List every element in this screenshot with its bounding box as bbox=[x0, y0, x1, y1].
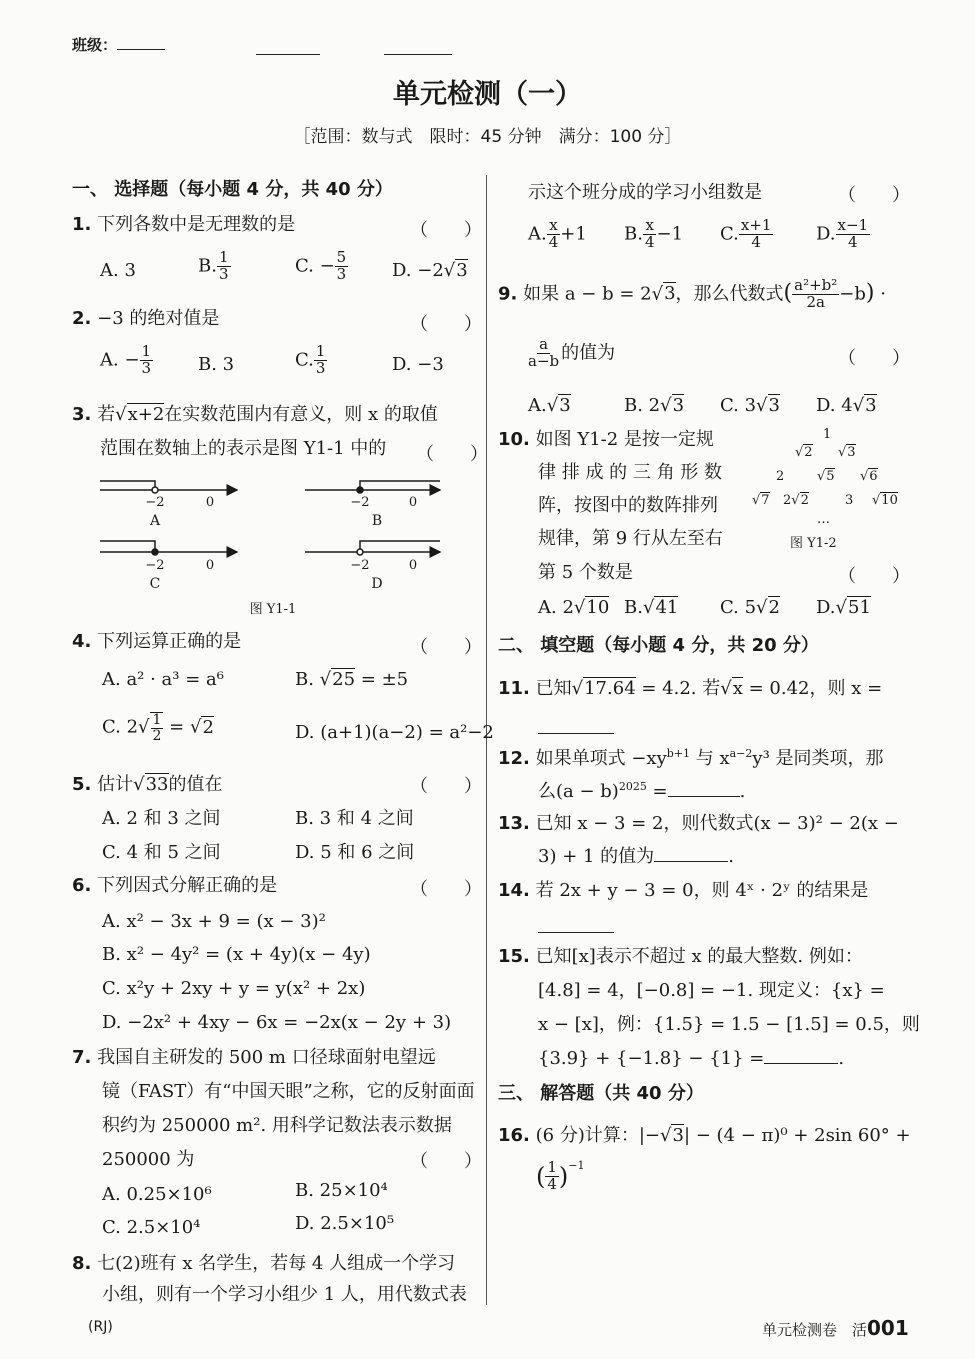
tick-label: −2 bbox=[350, 558, 370, 573]
tick-label: −2 bbox=[145, 495, 165, 510]
q2-option-d: D. −3 bbox=[392, 354, 444, 375]
footer-page: 单元检测卷 活001 bbox=[762, 1316, 909, 1340]
q2-option-b: B. 3 bbox=[198, 354, 235, 375]
question-9-line2: $\frac{a}{a-b}$ 的值为 bbox=[528, 335, 616, 370]
q10-option-c: C. 5√2 bbox=[720, 597, 780, 618]
question-10-line2: 律 排 成 的 三 角 形 数 bbox=[538, 462, 723, 483]
q4-option-c: C. 2√ $\frac{1}{2}$ = √2 bbox=[102, 712, 214, 744]
q10-option-a: A. 2√10 bbox=[538, 597, 610, 618]
figure-caption: 图 Y1-1 bbox=[249, 602, 297, 615]
q6-option-b: B. x² − 4y² = (x + 4y)(x − 4y) bbox=[102, 944, 371, 965]
tick-label: −2 bbox=[350, 495, 370, 510]
question-15-line3: x − [x]，例：{1.5} = 1.5 − [1.5] = 0.5，则 bbox=[538, 1014, 920, 1035]
question-10-line4: 规律，第 9 行从左至右 bbox=[538, 528, 723, 549]
q8-option-a: A. $\frac{x}{4}$ +1 bbox=[528, 216, 587, 251]
tick-label: 0 bbox=[408, 495, 418, 510]
question-15: 15. 已知[x]表示不超过 x 的最大整数. 例如： bbox=[498, 946, 863, 967]
question-4: 4. 下列运算正确的是 bbox=[72, 631, 242, 652]
answer-paren: （ ） bbox=[416, 444, 488, 465]
question-10-line5: 第 5 个数是 bbox=[538, 562, 633, 583]
q9-option-d: D. 4√3 bbox=[816, 395, 877, 416]
section-choice: 一、 选择题（每小题 4 分，共 40 分） bbox=[72, 179, 393, 200]
question-8-line2: 小组，则有一个学习小组少 1 人，用代数式表 bbox=[102, 1284, 467, 1305]
q10-option-b: B.√41 bbox=[624, 597, 679, 618]
q8-option-b: B. $\frac{x}{4}$ −1 bbox=[624, 216, 684, 251]
answer-paren: （ ） bbox=[410, 637, 482, 658]
answer-paren: （ ） bbox=[410, 879, 482, 900]
question-6: 6. 下列因式分解正确的是 bbox=[72, 875, 278, 896]
q10-option-d: D.√51 bbox=[816, 597, 871, 618]
question-13-line2: 3) + 1 的值为 . bbox=[538, 846, 734, 867]
q4-option-b: B. √25 = ±5 bbox=[295, 669, 409, 690]
q6-option-d: D. −2x² + 4xy − 6x = −2x(x − 2y + 3) bbox=[102, 1012, 452, 1033]
q4-option-a: A. a² · a³ = a⁶ bbox=[102, 669, 224, 690]
figure-label-d: D bbox=[371, 576, 383, 592]
q9-option-a: A.√3 bbox=[528, 395, 571, 416]
question-8: 8. 七(2)班有 x 名学生，若每 4 人组成一个学习 bbox=[72, 1253, 456, 1274]
q5-option-c: C. 4 和 5 之间 bbox=[102, 842, 221, 863]
footer-edition: (RJ) bbox=[88, 1319, 113, 1335]
q8-option-c: C. $\frac{x+1}{4}$ bbox=[720, 216, 772, 251]
question-15-line2: [4.8] = 4，[−0.8] = −1. 现定义：{x} = bbox=[538, 980, 885, 1001]
q1-option-d: D. −2√3 bbox=[392, 260, 468, 281]
tick-label: 0 bbox=[205, 495, 215, 510]
answer-paren: （ ） bbox=[410, 314, 482, 335]
question-15-line4: {3.9} + {−1.8} − {1} = . bbox=[538, 1048, 845, 1069]
q9-option-c: C. 3√3 bbox=[720, 395, 780, 416]
section-fill: 二、 填空题（每小题 4 分，共 20 分） bbox=[498, 635, 819, 656]
answer-paren: （ ） bbox=[410, 1151, 482, 1172]
answer-blank-14[interactable] bbox=[538, 932, 614, 933]
tick-label: 0 bbox=[205, 558, 215, 573]
q5-option-a: A. 2 和 3 之间 bbox=[102, 808, 221, 829]
answer-paren: （ ） bbox=[838, 566, 910, 587]
number-line-a bbox=[100, 481, 237, 493]
q1-option-b: B. $\frac{1}{3}$ bbox=[198, 248, 229, 283]
question-7: 7. 我国自主研发的 500 m 口径球面射电望远 bbox=[72, 1047, 436, 1068]
question-11: 11. 已知√17.64 = 4.2. 若√x = 0.42，则 x = bbox=[498, 678, 883, 699]
question-10-line3: 阵，按图中的数阵排列 bbox=[538, 495, 718, 516]
figure-label-c: C bbox=[149, 576, 161, 592]
question-9: 9. 如果 a − b = 2√3，那么代数式( $\frac{\text{a²+b²}}{2a}$ −b) · bbox=[498, 276, 886, 311]
class-field: 班级： bbox=[72, 34, 165, 55]
question-8-line3: 示这个班分成的学习小组数是 bbox=[528, 182, 762, 203]
answer-paren: （ ） bbox=[838, 348, 910, 369]
question-16: 16. (6 分)计算：|−√3| − (4 − π)⁰ + 2sin 60° + bbox=[498, 1125, 911, 1146]
q9-option-b: B. 2√3 bbox=[624, 395, 685, 416]
question-5: 5. 估计√33的值在 bbox=[72, 774, 223, 795]
q5-option-b: B. 3 和 4 之间 bbox=[295, 808, 414, 829]
answer-paren: （ ） bbox=[410, 776, 482, 797]
q6-option-c: C. x²y + 2xy + y = y(x² + 2x) bbox=[102, 978, 366, 999]
q1-option-a: A. 3 bbox=[100, 260, 136, 281]
q2-option-c: C. $\frac{1}{3}$ bbox=[295, 342, 326, 377]
page-subtitle: ［范围：数与式 限时：45 分钟 满分：100 分］ bbox=[293, 127, 682, 147]
page-title: 单元检测（一） bbox=[393, 79, 582, 110]
q7-option-c: C. 2.5×10⁴ bbox=[102, 1217, 201, 1238]
name-blank bbox=[256, 54, 320, 55]
figure-label-b: B bbox=[371, 513, 383, 529]
number-line-b bbox=[305, 481, 440, 493]
question-16-line2: ( $\frac{1}{4}$ )$^{-1}$ bbox=[536, 1158, 585, 1193]
q5-option-d: D. 5 和 6 之间 bbox=[295, 842, 415, 863]
q2-option-a: A. − $\frac{1}{3}$ bbox=[100, 342, 152, 377]
question-13: 13. 已知 x − 3 = 2，则代数式(x − 3)² − 2(x − bbox=[498, 813, 899, 834]
question-3: 3. 若√x+2在实数范围内有意义，则 x 的取值 bbox=[72, 404, 438, 425]
q6-option-a: A. x² − 3x + 9 = (x − 3)² bbox=[102, 911, 326, 932]
answer-paren: （ ） bbox=[838, 185, 910, 206]
tick-label: 0 bbox=[408, 558, 418, 573]
q4-option-d: D. (a+1)(a−2) = a²−2 bbox=[295, 722, 494, 743]
q7-option-d: D. 2.5×10⁵ bbox=[295, 1213, 395, 1234]
q8-option-d: D. $\frac{x-1}{4}$ bbox=[816, 216, 869, 251]
q7-option-a: A. 0.25×10⁶ bbox=[102, 1184, 212, 1205]
question-1: 1. 下列各数中是无理数的是 bbox=[72, 214, 296, 235]
question-7-line4: 250000 为 bbox=[102, 1149, 195, 1170]
number-line-figure bbox=[95, 465, 455, 615]
question-12-line2: 么$(a - b)^{2025}$ = . bbox=[538, 780, 746, 802]
answer-paren: （ ） bbox=[410, 220, 482, 241]
question-7-line2: 镜（FAST）有“中国天眼”之称，它的反射面面 bbox=[102, 1081, 475, 1102]
figure-caption: 图 Y1-2 bbox=[790, 536, 837, 551]
question-12: 12. 如果单项式 $-xy^{b+1}$ 与 $x^{a-2}y^3$ 是同类项，那 bbox=[498, 747, 884, 769]
question-2: 2. −3 的绝对值是 bbox=[72, 308, 220, 329]
q7-option-b: B. 25×10⁴ bbox=[295, 1180, 388, 1201]
figure-label-a: A bbox=[149, 513, 161, 529]
number-line-c bbox=[100, 541, 237, 555]
tick-label: −2 bbox=[145, 558, 165, 573]
answer-blank-11[interactable] bbox=[538, 733, 614, 734]
question-7-line3: 积约为 250000 m². 用科学记数法表示数据 bbox=[102, 1115, 452, 1136]
section-answer: 三、 解答题（共 40 分） bbox=[498, 1083, 704, 1104]
question-10: 10. 如图 Y1-2 是按一定规 bbox=[498, 429, 714, 450]
question-3-line2: 范围在数轴上的表示是图 Y1-1 中的 bbox=[100, 438, 387, 459]
question-14: 14. 若 2x + y − 3 = 0，则 4ˣ · 2ʸ 的结果是 bbox=[498, 880, 869, 901]
id-blank bbox=[384, 54, 452, 55]
q1-option-c: C. − $\frac{5}{3}$ bbox=[295, 248, 347, 283]
number-line-d bbox=[305, 541, 440, 555]
